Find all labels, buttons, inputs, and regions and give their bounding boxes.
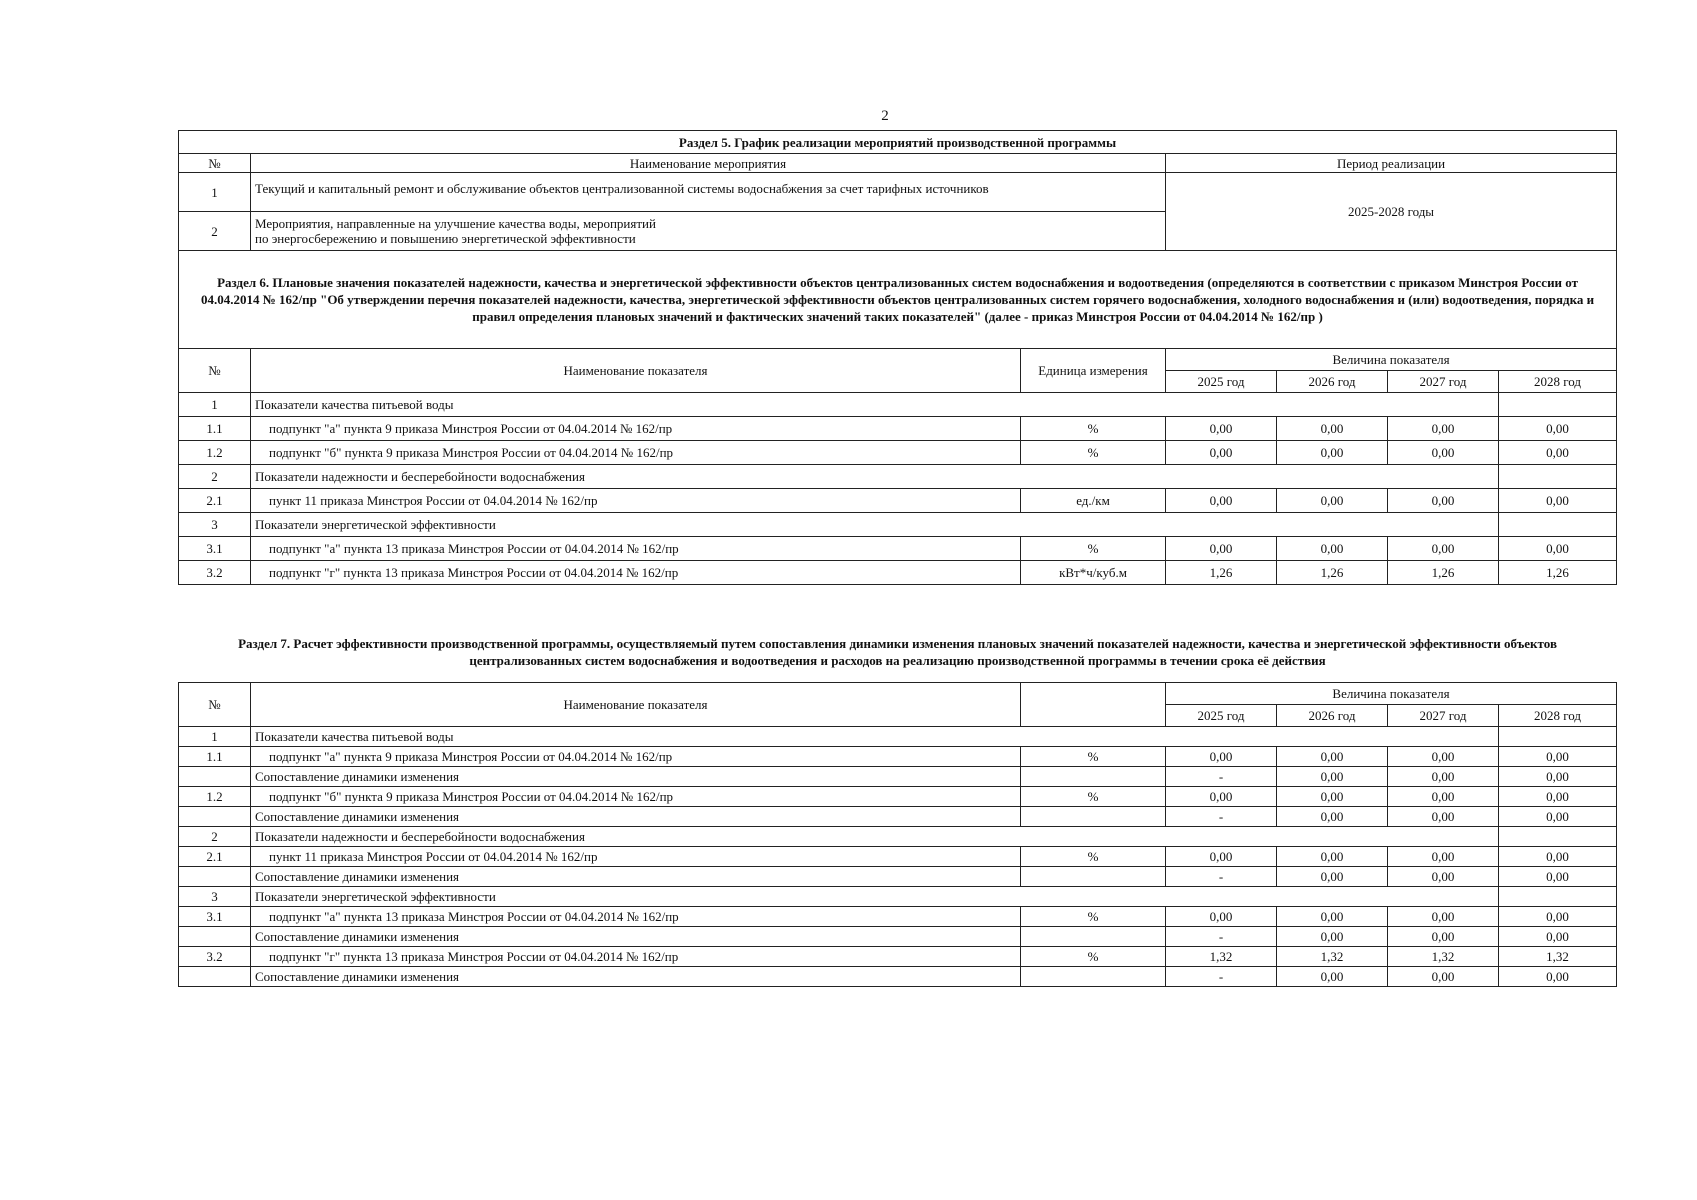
group-row bbox=[179, 513, 1617, 537]
indicator-value: 0,00 bbox=[1388, 537, 1499, 561]
indicator-value: 0,00 bbox=[1277, 417, 1388, 441]
indicator-value: 0,00 bbox=[1499, 966, 1617, 986]
indicator-value: 0,00 bbox=[1277, 846, 1388, 866]
indicator-value: - bbox=[1166, 926, 1277, 946]
indicator-value: 1,32 bbox=[1166, 946, 1277, 966]
row-number: 2.1 bbox=[179, 489, 251, 513]
row-number bbox=[179, 866, 251, 886]
indicator-value: 0,00 bbox=[1277, 866, 1388, 886]
group-name: Показатели энергетической эффективности bbox=[251, 513, 1499, 537]
indicator-name: подпункт "а" пункта 9 приказа Минстроя России от 04.04.2014 № 162/пр bbox=[251, 417, 1021, 441]
table-row bbox=[179, 441, 1617, 465]
section6-title: Раздел 6. Плановые значения показателей надежности, качества и энергетической эффективности объектов централизованных систем водоснабжения и водоотведения (определяются в соответствии с приказом Минстроя России от 04.04.2014 № 162/пр "Об утверждении перечня показателей надежности, качества, энергетической эффективности объектов централизованных систем горячего водоснабжения, холодного водоснабжения и (или) водоотведения, порядка и правил определения плановых значений и фактических значений таких показателей" (далее - приказ Минстроя России от 04.04.2014 № 162/пр ) bbox=[179, 251, 1617, 349]
table-row bbox=[179, 946, 1617, 966]
indicator-value: 0,00 bbox=[1388, 417, 1499, 441]
unit bbox=[1021, 766, 1166, 786]
indicator-value: 0,00 bbox=[1499, 489, 1617, 513]
indicator-value: 0,00 bbox=[1388, 766, 1499, 786]
header-year: 2027 год bbox=[1388, 371, 1499, 393]
indicator-value: 0,00 bbox=[1277, 966, 1388, 986]
table-row bbox=[179, 786, 1617, 806]
indicator-value: 1,32 bbox=[1499, 946, 1617, 966]
table-row bbox=[179, 537, 1617, 561]
indicator-value: 0,00 bbox=[1388, 786, 1499, 806]
unit: % bbox=[1021, 441, 1166, 465]
indicator-value: 0,00 bbox=[1499, 866, 1617, 886]
indicator-value: 0,00 bbox=[1499, 846, 1617, 866]
unit: % bbox=[1021, 846, 1166, 866]
row-number: 3.1 bbox=[179, 537, 251, 561]
row-number: 1.2 bbox=[179, 786, 251, 806]
empty-cell bbox=[1499, 826, 1617, 846]
indicator-value: 0,00 bbox=[1166, 441, 1277, 465]
group-row bbox=[179, 465, 1617, 489]
header-no: № bbox=[179, 682, 251, 726]
row-number bbox=[179, 926, 251, 946]
indicator-name: Сопоставление динамики изменения bbox=[251, 866, 1021, 886]
indicator-value: 0,00 bbox=[1388, 746, 1499, 766]
indicator-value: 0,00 bbox=[1166, 846, 1277, 866]
header-indicator-name: Наименование показателя bbox=[251, 349, 1021, 393]
header-year: 2025 год bbox=[1166, 704, 1277, 726]
unit bbox=[1021, 806, 1166, 826]
header-year: 2026 год bbox=[1277, 704, 1388, 726]
header-unit-empty bbox=[1021, 682, 1166, 726]
row-number: 1 bbox=[179, 173, 251, 212]
indicator-value: 0,00 bbox=[1277, 906, 1388, 926]
indicator-value: 0,00 bbox=[1388, 846, 1499, 866]
indicator-name: подпункт "б" пункта 9 приказа Минстроя России от 04.04.2014 № 162/пр bbox=[251, 441, 1021, 465]
event-name: Текущий и капитальный ремонт и обслуживание объектов централизованной системы водоснабжения за счет тарифных источников bbox=[251, 173, 1166, 212]
row-number: 1.1 bbox=[179, 417, 251, 441]
indicator-name: Сопоставление динамики изменения bbox=[251, 926, 1021, 946]
indicator-value: 0,00 bbox=[1388, 806, 1499, 826]
indicator-value: 0,00 bbox=[1166, 537, 1277, 561]
indicator-value: 0,00 bbox=[1277, 441, 1388, 465]
unit: % bbox=[1021, 417, 1166, 441]
header-year: 2028 год bbox=[1499, 371, 1617, 393]
indicator-value: - bbox=[1166, 766, 1277, 786]
indicator-value: 0,00 bbox=[1277, 926, 1388, 946]
section6-table bbox=[178, 250, 1617, 585]
page-number: 2 bbox=[881, 108, 889, 124]
indicator-value: 0,00 bbox=[1499, 441, 1617, 465]
group-name: Показатели качества питьевой воды bbox=[251, 726, 1499, 746]
section7-title: Раздел 7. Расчет эффективности производственной программы, осуществляемый путем сопоставления динамики изменения плановых значений показателей надежности, качества и энергетической эффективности объектов централизованных систем водоснабжения и водоотведения и расходов на реализацию производственной программы в течении срока её действия bbox=[179, 622, 1617, 682]
indicator-value: 0,00 bbox=[1388, 489, 1499, 513]
indicator-value: 1,32 bbox=[1388, 946, 1499, 966]
table-row bbox=[179, 489, 1617, 513]
indicator-value: 0,00 bbox=[1499, 537, 1617, 561]
indicator-value: 1,32 bbox=[1277, 946, 1388, 966]
indicator-value: 0,00 bbox=[1388, 906, 1499, 926]
comparison-row bbox=[179, 926, 1617, 946]
unit bbox=[1021, 866, 1166, 886]
row-number: 2 bbox=[179, 826, 251, 846]
header-year: 2027 год bbox=[1388, 704, 1499, 726]
indicator-name: Сопоставление динамики изменения bbox=[251, 766, 1021, 786]
row-number: 3.2 bbox=[179, 561, 251, 585]
table-row bbox=[179, 561, 1617, 585]
header-year: 2028 год bbox=[1499, 704, 1617, 726]
unit: ед./км bbox=[1021, 489, 1166, 513]
indicator-name: подпункт "б" пункта 9 приказа Минстроя России от 04.04.2014 № 162/пр bbox=[251, 786, 1021, 806]
indicator-value: 0,00 bbox=[1166, 746, 1277, 766]
indicator-value: 0,00 bbox=[1388, 966, 1499, 986]
group-row bbox=[179, 726, 1617, 746]
indicator-value: 0,00 bbox=[1166, 417, 1277, 441]
header-no: № bbox=[179, 349, 251, 393]
event-name bbox=[251, 212, 1166, 251]
group-name: Показатели качества питьевой воды bbox=[251, 393, 1499, 417]
table-row bbox=[179, 846, 1617, 866]
section5-table bbox=[178, 130, 1617, 251]
indicator-value: 0,00 bbox=[1499, 926, 1617, 946]
row-number bbox=[179, 966, 251, 986]
indicator-value: 0,00 bbox=[1499, 806, 1617, 826]
comparison-row bbox=[179, 806, 1617, 826]
indicator-value: 0,00 bbox=[1277, 489, 1388, 513]
unit bbox=[1021, 966, 1166, 986]
group-row bbox=[179, 886, 1617, 906]
empty-cell bbox=[1499, 393, 1617, 417]
header-event-name: Наименование мероприятия bbox=[251, 154, 1166, 173]
indicator-value: 1,26 bbox=[1166, 561, 1277, 585]
header-indicator-value: Величина показателя bbox=[1166, 349, 1617, 371]
row-number: 3.1 bbox=[179, 906, 251, 926]
row-number: 1.2 bbox=[179, 441, 251, 465]
indicator-value: 0,00 bbox=[1388, 926, 1499, 946]
header-indicator-name: Наименование показателя bbox=[251, 682, 1021, 726]
group-name: Показатели надежности и бесперебойности водоснабжения bbox=[251, 465, 1499, 489]
empty-cell bbox=[1499, 513, 1617, 537]
period-value: 2025-2028 годы bbox=[1166, 173, 1617, 251]
indicator-value: 0,00 bbox=[1499, 766, 1617, 786]
indicator-name: подпункт "а" пункта 9 приказа Минстроя России от 04.04.2014 № 162/пр bbox=[251, 746, 1021, 766]
indicator-value: 0,00 bbox=[1499, 746, 1617, 766]
header-no: № bbox=[179, 154, 251, 173]
indicator-value: 0,00 bbox=[1277, 537, 1388, 561]
indicator-name: подпункт "г" пункта 13 приказа Минстроя России от 04.04.2014 № 162/пр bbox=[251, 561, 1021, 585]
row-number: 2 bbox=[179, 465, 251, 489]
indicator-name: Сопоставление динамики изменения bbox=[251, 966, 1021, 986]
unit bbox=[1021, 926, 1166, 946]
group-name: Показатели надежности и бесперебойности водоснабжения bbox=[251, 826, 1499, 846]
indicator-value: 0,00 bbox=[1499, 786, 1617, 806]
unit: % bbox=[1021, 537, 1166, 561]
indicator-value: 1,26 bbox=[1277, 561, 1388, 585]
indicator-value: 1,26 bbox=[1388, 561, 1499, 585]
unit: % bbox=[1021, 786, 1166, 806]
header-year: 2025 год bbox=[1166, 371, 1277, 393]
indicator-value: - bbox=[1166, 966, 1277, 986]
table-row bbox=[179, 417, 1617, 441]
table-row bbox=[179, 746, 1617, 766]
indicator-value: 0,00 bbox=[1166, 906, 1277, 926]
indicator-name: подпункт "а" пункта 13 приказа Минстроя России от 04.04.2014 № 162/пр bbox=[251, 537, 1021, 561]
event-name-line: по энергосбережению и повышению энергетической эффективности bbox=[255, 231, 636, 246]
row-number: 3.2 bbox=[179, 946, 251, 966]
comparison-row bbox=[179, 866, 1617, 886]
row-number: 3 bbox=[179, 513, 251, 537]
indicator-name: Сопоставление динамики изменения bbox=[251, 806, 1021, 826]
empty-cell bbox=[1499, 465, 1617, 489]
empty-cell bbox=[1499, 886, 1617, 906]
indicator-value: - bbox=[1166, 806, 1277, 826]
indicator-value: 0,00 bbox=[1277, 766, 1388, 786]
unit: кВт*ч/куб.м bbox=[1021, 561, 1166, 585]
indicator-value: 0,00 bbox=[1499, 417, 1617, 441]
group-row bbox=[179, 393, 1617, 417]
header-year: 2026 год bbox=[1277, 371, 1388, 393]
indicator-name: пункт 11 приказа Минстроя России от 04.04.2014 № 162/пр bbox=[251, 846, 1021, 866]
table-row bbox=[179, 906, 1617, 926]
section7-table bbox=[178, 622, 1617, 987]
indicator-value: 0,00 bbox=[1277, 746, 1388, 766]
indicator-name: подпункт "г" пункта 13 приказа Минстроя России от 04.04.2014 № 162/пр bbox=[251, 946, 1021, 966]
indicator-value: 0,00 bbox=[1388, 441, 1499, 465]
group-row bbox=[179, 826, 1617, 846]
indicator-value: 0,00 bbox=[1499, 906, 1617, 926]
indicator-value: 0,00 bbox=[1166, 489, 1277, 513]
row-number: 1 bbox=[179, 726, 251, 746]
row-number bbox=[179, 806, 251, 826]
header-indicator-value: Величина показателя bbox=[1166, 682, 1617, 704]
row-number: 2 bbox=[179, 212, 251, 251]
section5-title: Раздел 5. График реализации мероприятий производственной программы bbox=[179, 131, 1617, 154]
row-number bbox=[179, 766, 251, 786]
indicator-value: 1,26 bbox=[1499, 561, 1617, 585]
unit: % bbox=[1021, 746, 1166, 766]
row-number: 3 bbox=[179, 886, 251, 906]
indicator-name: пункт 11 приказа Минстроя России от 04.04.2014 № 162/пр bbox=[251, 489, 1021, 513]
unit: % bbox=[1021, 946, 1166, 966]
indicator-value: 0,00 bbox=[1277, 786, 1388, 806]
comparison-row bbox=[179, 966, 1617, 986]
comparison-row bbox=[179, 766, 1617, 786]
header-unit: Единица измерения bbox=[1021, 349, 1166, 393]
row-number: 1 bbox=[179, 393, 251, 417]
header-period: Период реализации bbox=[1166, 154, 1617, 173]
group-name: Показатели энергетической эффективности bbox=[251, 886, 1499, 906]
row-number: 2.1 bbox=[179, 846, 251, 866]
event-name-line: Мероприятия, направленные на улучшение качества воды, мероприятий bbox=[255, 216, 656, 231]
unit: % bbox=[1021, 906, 1166, 926]
indicator-value: 0,00 bbox=[1166, 786, 1277, 806]
indicator-value: - bbox=[1166, 866, 1277, 886]
empty-cell bbox=[1499, 726, 1617, 746]
indicator-name: подпункт "а" пункта 13 приказа Минстроя России от 04.04.2014 № 162/пр bbox=[251, 906, 1021, 926]
indicator-value: 0,00 bbox=[1277, 806, 1388, 826]
indicator-value: 0,00 bbox=[1388, 866, 1499, 886]
row-number: 1.1 bbox=[179, 746, 251, 766]
